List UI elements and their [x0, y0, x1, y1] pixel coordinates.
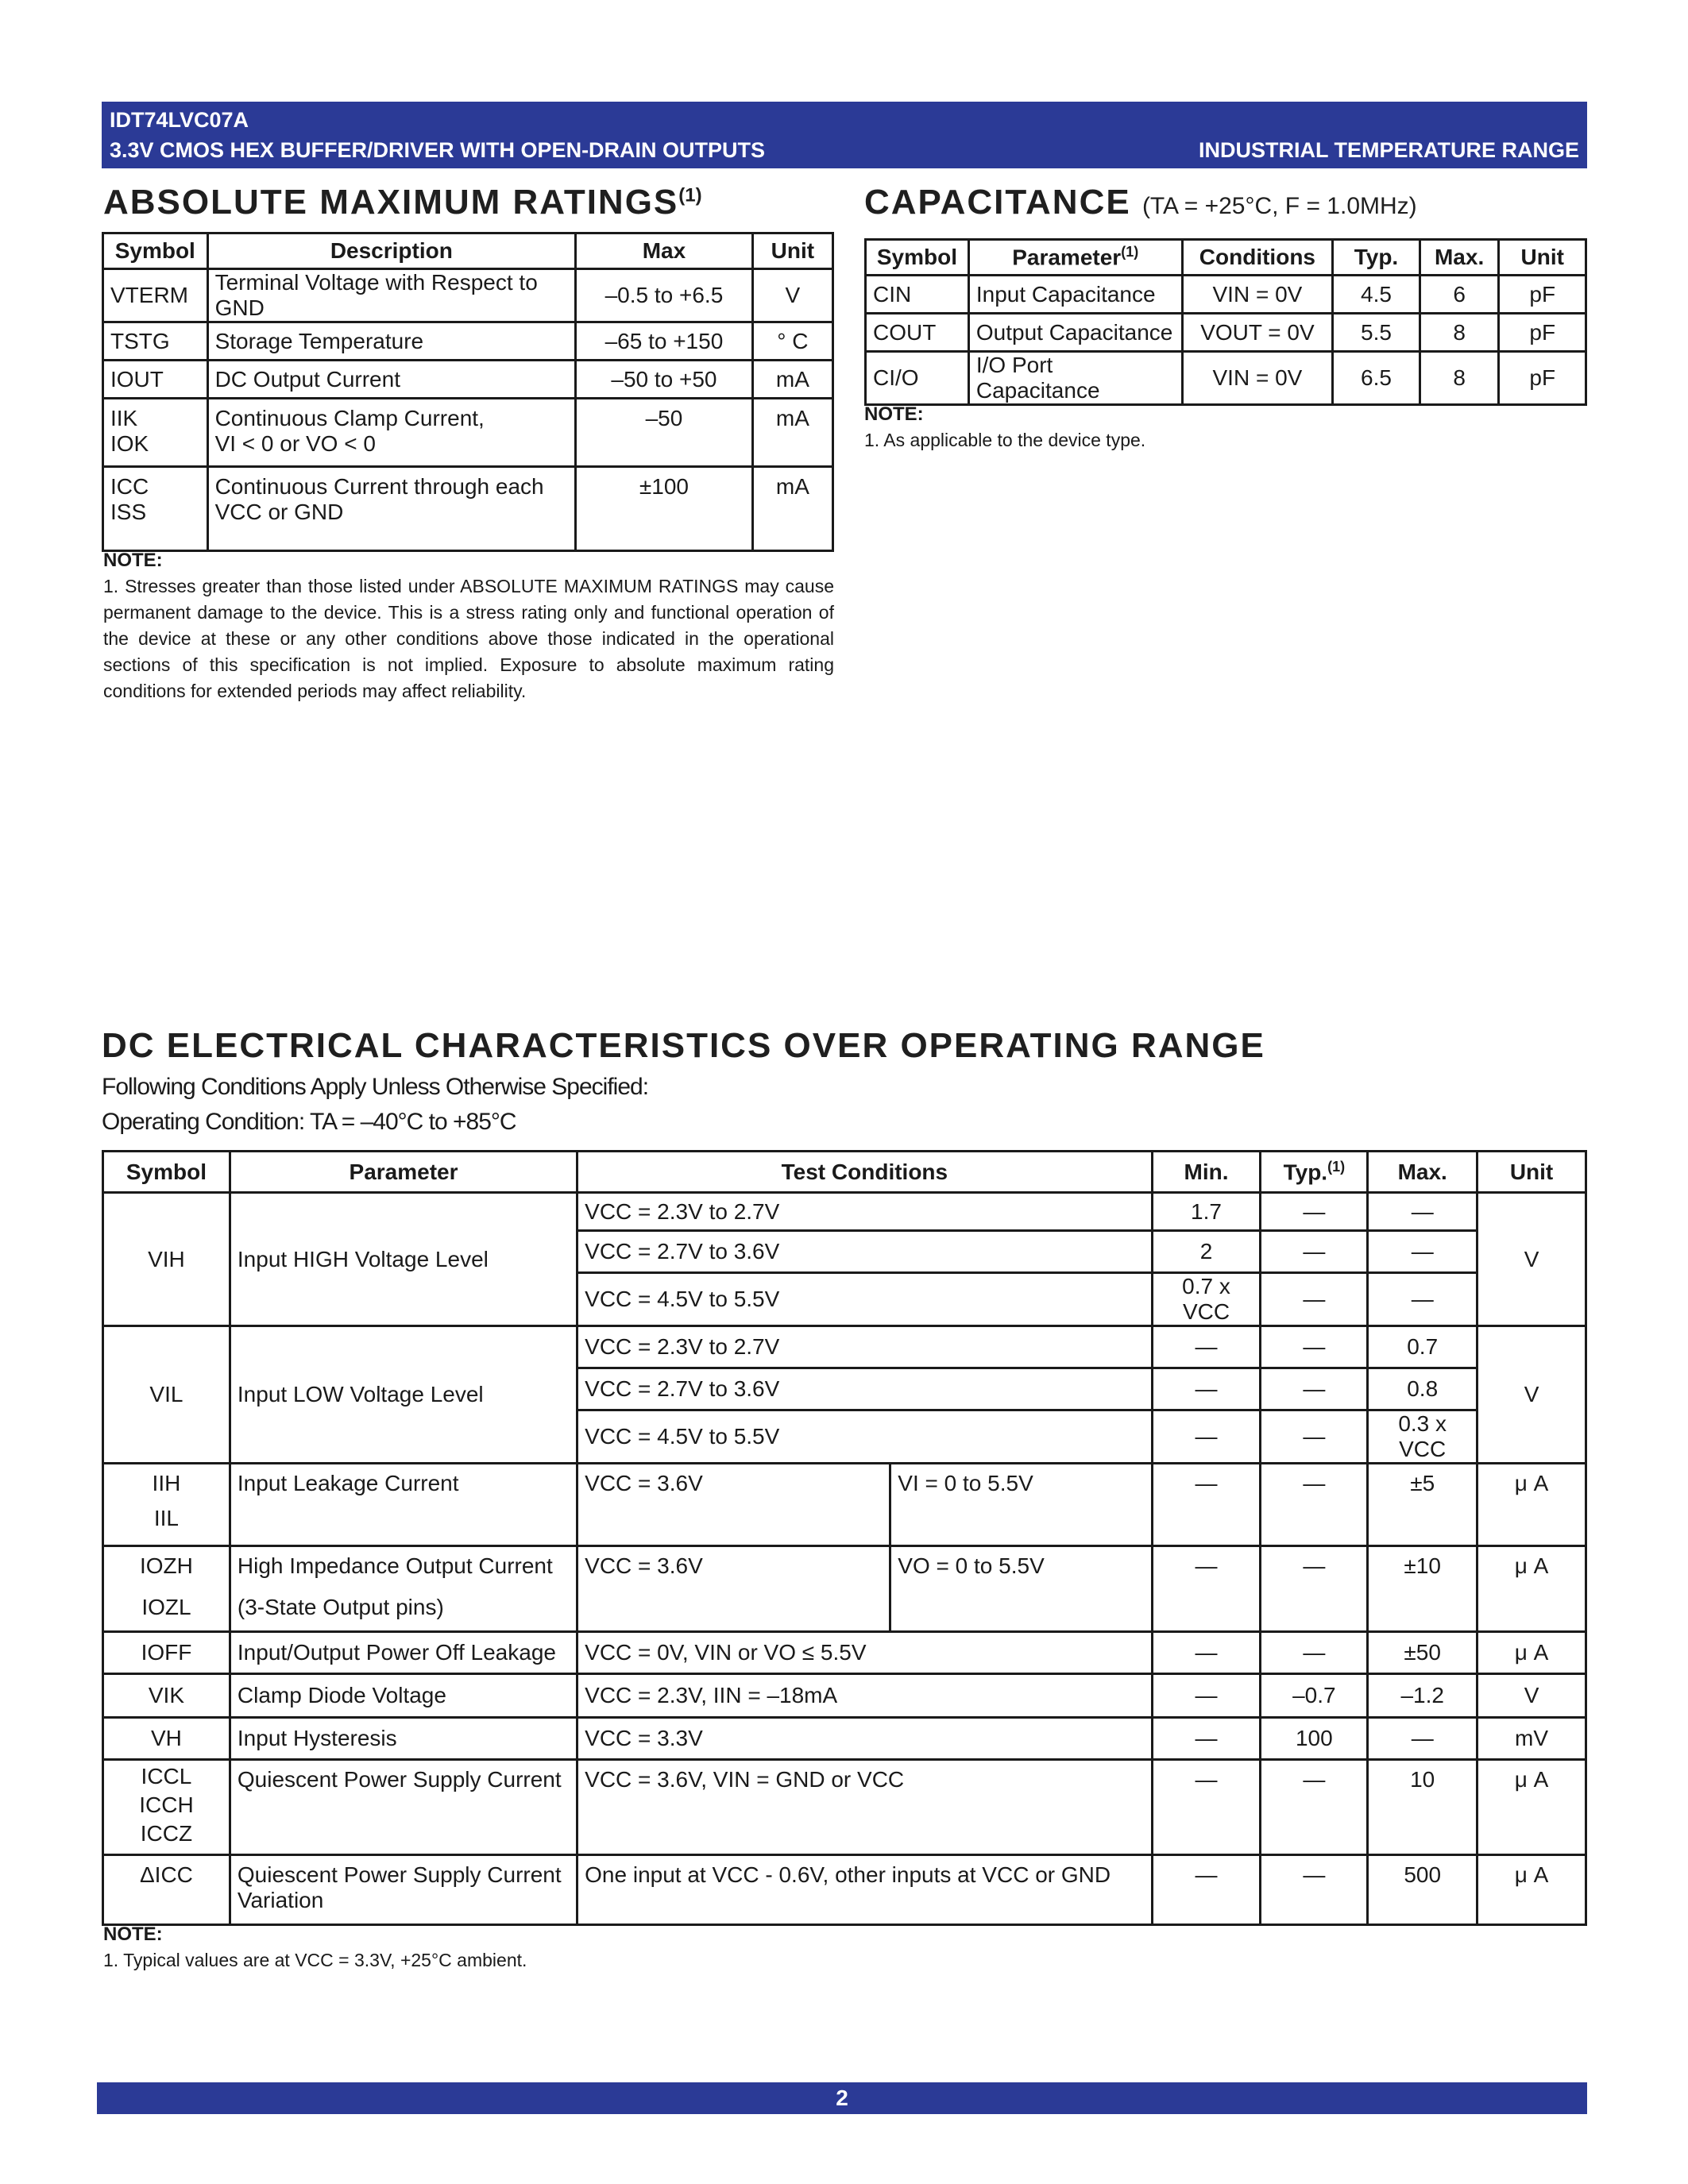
- conditions-cell: VCC = 2.3V, IIN = –18mA: [577, 1674, 1152, 1718]
- max-cell: —: [1368, 1273, 1477, 1326]
- description-cell: Continuous Current through each VCC or GND: [207, 467, 576, 551]
- max-cell: 10: [1368, 1760, 1477, 1855]
- typ-cell: —: [1261, 1855, 1368, 1925]
- unit-cell: mA: [752, 361, 832, 399]
- symbol-cell: IOUT: [103, 361, 208, 399]
- parameter-cell: Output Capacitance: [968, 314, 1182, 352]
- symbol-cell: IIK IOK: [103, 399, 208, 467]
- max-cell: 8: [1420, 314, 1499, 352]
- col-header: Description: [207, 233, 576, 269]
- table-row: [103, 1546, 1586, 1632]
- parameter-cell: Input HIGH Voltage Level: [230, 1193, 577, 1326]
- unit-cell: pF: [1499, 276, 1586, 314]
- symbol-cell: IIH IIL: [103, 1464, 230, 1546]
- max-cell: —: [1368, 1231, 1477, 1273]
- col-header: Parameter$^{(1)}$: [968, 240, 1182, 276]
- typ-cell: —: [1261, 1464, 1368, 1546]
- max-cell: –50 to +50: [576, 361, 753, 399]
- typ-cell: 6.5: [1333, 352, 1420, 405]
- table-row: [103, 1760, 1586, 1855]
- max-cell: –50: [576, 399, 753, 467]
- table-row: [866, 314, 1586, 352]
- parameter-cell: High Impedance Output Current (3-State Output pins): [230, 1546, 577, 1632]
- conditions-cell: VCC = 2.7V to 3.6V: [577, 1368, 1152, 1410]
- abs-max-table: [102, 232, 834, 552]
- description-cell: Storage Temperature: [207, 322, 576, 361]
- abs-max-note-title: NOTE:: [103, 550, 163, 571]
- description-cell: Continuous Clamp Current, VI < 0 or VO < 0: [207, 399, 576, 467]
- min-cell: 2: [1152, 1231, 1261, 1273]
- parameter-cell: Input/Output Power Off Leakage: [230, 1632, 577, 1674]
- conditions-cell: VO = 0 to 5.5V: [890, 1546, 1152, 1632]
- symbol-cell: TSTG: [103, 322, 208, 361]
- dc-note-title: NOTE:: [103, 1924, 163, 1945]
- conditions-cell: VIN = 0V: [1182, 352, 1333, 405]
- typ-cell: —: [1261, 1546, 1368, 1632]
- table-row: [103, 399, 833, 467]
- parameter-cell: Input Capacitance: [968, 276, 1182, 314]
- unit-cell: μ A: [1477, 1464, 1586, 1546]
- capacitance-note-title: NOTE:: [864, 403, 924, 425]
- min-cell: —: [1152, 1410, 1261, 1464]
- symbol-cell: ICCL ICCH ICCZ: [103, 1760, 230, 1855]
- symbol-cell: VIL: [103, 1326, 230, 1464]
- min-cell: —: [1152, 1760, 1261, 1855]
- unit-cell: μ A: [1477, 1632, 1586, 1674]
- footer-bar: [97, 2082, 1587, 2114]
- symbol-cell: ΔICC: [103, 1855, 230, 1925]
- symbol-cell: IOFF: [103, 1632, 230, 1674]
- dc-subtitle-conditions: Following Conditions Apply Unless Otherwise Specified:: [102, 1074, 649, 1100]
- description-cell: DC Output Current: [207, 361, 576, 399]
- max-cell: 0.8: [1368, 1368, 1477, 1410]
- description-cell: Terminal Voltage with Respect to GND: [207, 269, 576, 322]
- dc-title: DC ELECTRICAL CHARACTERISTICS OVER OPERATING RANGE: [102, 1026, 1265, 1065]
- symbol-cell: VH: [103, 1718, 230, 1760]
- table-row: [103, 1855, 1586, 1925]
- col-header: Unit: [1499, 240, 1586, 276]
- parameter-cell: Input Hysteresis: [230, 1718, 577, 1760]
- max-cell: —: [1368, 1718, 1477, 1760]
- unit-cell: V: [1477, 1674, 1586, 1718]
- document-subtitle: 3.3V CMOS HEX BUFFER/DRIVER WITH OPEN-DRAIN OUTPUTS: [110, 138, 766, 162]
- col-header: Parameter: [230, 1152, 577, 1193]
- unit-cell: ° C: [752, 322, 832, 361]
- typ-cell: —: [1261, 1368, 1368, 1410]
- parameter-cell: Clamp Diode Voltage: [230, 1674, 577, 1718]
- table-row: [866, 276, 1586, 314]
- capacitance-conditions: (TA = +25°C, F = 1.0MHz): [1141, 193, 1417, 219]
- conditions-cell: VCC = 2.3V to 2.7V: [577, 1193, 1152, 1231]
- typ-cell: —: [1261, 1632, 1368, 1674]
- abs-max-note: 1. Stresses greater than those listed under ABSOLUTE MAXIMUM RATINGS may cause permanent damage to the device. This is a stress rating only and functional operation of the device at these or any other conditions above those indicated in the operational sections of this specification is not implied. Exposure to absolute maximum rating conditions for extended periods may affect reliability.: [103, 576, 834, 701]
- table-row: [103, 1718, 1586, 1760]
- conditions-cell: VCC = 2.7V to 3.6V: [577, 1231, 1152, 1273]
- max-cell: ±50: [1368, 1632, 1477, 1674]
- conditions-cell: VCC = 2.3V to 2.7V: [577, 1326, 1152, 1368]
- unit-cell: mA: [752, 399, 832, 467]
- unit-cell: V: [752, 269, 832, 322]
- max-cell: –65 to +150: [576, 322, 753, 361]
- conditions-cell: VCC = 3.6V: [577, 1546, 890, 1632]
- parameter-cell: Input LOW Voltage Level: [230, 1326, 577, 1464]
- col-header: Max.: [1420, 240, 1499, 276]
- col-header: Typ.: [1333, 240, 1420, 276]
- temperature-range: INDUSTRIAL TEMPERATURE RANGE: [1198, 138, 1579, 162]
- min-cell: —: [1152, 1464, 1261, 1546]
- table-row: [103, 467, 833, 551]
- typ-cell: —: [1261, 1760, 1368, 1855]
- table-row: [103, 269, 833, 322]
- conditions-cell: VCC = 3.6V: [577, 1464, 890, 1546]
- table-row: [103, 1193, 1586, 1231]
- parameter-cell: I/O Port Capacitance: [968, 352, 1182, 405]
- typ-cell: 5.5: [1333, 314, 1420, 352]
- min-cell: —: [1152, 1632, 1261, 1674]
- min-cell: —: [1152, 1855, 1261, 1925]
- typ-cell: —: [1261, 1326, 1368, 1368]
- max-cell: –0.5 to +6.5: [576, 269, 753, 322]
- symbol-cell: VIH: [103, 1193, 230, 1326]
- table-row: [866, 352, 1586, 405]
- symbol-cell: ICC ISS: [103, 467, 208, 551]
- capacitance-note: 1. As applicable to the device type.: [864, 430, 1146, 450]
- table-row: [103, 1632, 1586, 1674]
- symbol-cell: CI/O: [866, 352, 969, 405]
- unit-cell: pF: [1499, 352, 1586, 405]
- table-row: [103, 322, 833, 361]
- abs-max-title: ABSOLUTE MAXIMUM RATINGS$^{(1)}$: [103, 183, 702, 222]
- unit-cell: μ A: [1477, 1760, 1586, 1855]
- max-cell: 0.7: [1368, 1326, 1477, 1368]
- conditions-cell: VCC = 3.3V: [577, 1718, 1152, 1760]
- min-cell: 1.7: [1152, 1193, 1261, 1231]
- symbol-cell: CIN: [866, 276, 969, 314]
- table-row: [103, 1674, 1586, 1718]
- table-row: [103, 1326, 1586, 1368]
- col-header: Max: [576, 233, 753, 269]
- unit-cell: mA: [752, 467, 832, 551]
- col-header: Unit: [752, 233, 832, 269]
- max-cell: ±5: [1368, 1464, 1477, 1546]
- min-cell: —: [1152, 1326, 1261, 1368]
- symbol-cell: VTERM: [103, 269, 208, 322]
- capacitance-table: [864, 238, 1587, 406]
- col-header: Max.: [1368, 1152, 1477, 1193]
- parameter-cell: Quiescent Power Supply Current Variation: [230, 1855, 577, 1925]
- unit-cell: μ A: [1477, 1546, 1586, 1632]
- unit-cell: V: [1477, 1326, 1586, 1464]
- conditions-cell: VCC = 3.6V, VIN = GND or VCC: [577, 1760, 1152, 1855]
- col-header: Test Conditions: [577, 1152, 1152, 1193]
- conditions-cell: VIN = 0V: [1182, 276, 1333, 314]
- conditions-cell: VCC = 0V, VIN or VO ≤ 5.5V: [577, 1632, 1152, 1674]
- dc-operating-condition: Operating Condition: TA = –40°C to +85°C: [102, 1109, 516, 1135]
- dc-table: [102, 1150, 1587, 1926]
- min-cell: —: [1152, 1546, 1261, 1632]
- max-cell: —: [1368, 1193, 1477, 1231]
- typ-cell: –0.7: [1261, 1674, 1368, 1718]
- min-cell: —: [1152, 1674, 1261, 1718]
- max-cell: 500: [1368, 1855, 1477, 1925]
- typ-cell: 100: [1261, 1718, 1368, 1760]
- max-cell: ±100: [576, 467, 753, 551]
- dc-note: 1. Typical values are at VCC = 3.3V, +25°C ambient.: [103, 1950, 527, 1970]
- symbol-cell: VIK: [103, 1674, 230, 1718]
- col-header: Unit: [1477, 1152, 1586, 1193]
- col-header: Symbol: [103, 1152, 230, 1193]
- typ-cell: 4.5: [1333, 276, 1420, 314]
- unit-cell: mV: [1477, 1718, 1586, 1760]
- symbol-cell: IOZH IOZL: [103, 1546, 230, 1632]
- typ-cell: —: [1261, 1273, 1368, 1326]
- max-cell: 8: [1420, 352, 1499, 405]
- page-number: 2: [836, 2086, 848, 2110]
- header-bar: [102, 102, 1587, 168]
- parameter-cell: Input Leakage Current: [230, 1464, 577, 1546]
- conditions-cell: VCC = 4.5V to 5.5V: [577, 1273, 1152, 1326]
- abs-max-title-note: (1): [678, 184, 702, 206]
- min-cell: 0.7 x VCC: [1152, 1273, 1261, 1326]
- typ-cell: —: [1261, 1410, 1368, 1464]
- max-cell: ±10: [1368, 1546, 1477, 1632]
- max-cell: 0.3 x VCC: [1368, 1410, 1477, 1464]
- min-cell: —: [1152, 1368, 1261, 1410]
- min-cell: —: [1152, 1718, 1261, 1760]
- typ-cell: —: [1261, 1231, 1368, 1273]
- typ-cell: —: [1261, 1193, 1368, 1231]
- symbol-cell: COUT: [866, 314, 969, 352]
- conditions-cell: VCC = 4.5V to 5.5V: [577, 1410, 1152, 1464]
- unit-cell: V: [1477, 1193, 1586, 1326]
- max-cell: 6: [1420, 276, 1499, 314]
- col-header: Symbol: [866, 240, 969, 276]
- part-number: IDT74LVC07A: [110, 108, 249, 132]
- conditions-cell: VOUT = 0V: [1182, 314, 1333, 352]
- col-header: Typ.$^{(1)}$: [1261, 1152, 1368, 1193]
- col-header: Conditions: [1182, 240, 1333, 276]
- table-row: [103, 1464, 1586, 1546]
- col-header: Min.: [1152, 1152, 1261, 1193]
- parameter-cell: Quiescent Power Supply Current: [230, 1760, 577, 1855]
- capacitance-title: CAPACITANCE (TA = +25°C, F = 1.0MHz): [864, 183, 1417, 222]
- unit-cell: μ A: [1477, 1855, 1586, 1925]
- conditions-cell: One input at VCC - 0.6V, other inputs at VCC or GND: [577, 1855, 1152, 1925]
- conditions-cell: VI = 0 to 5.5V: [890, 1464, 1152, 1546]
- max-cell: –1.2: [1368, 1674, 1477, 1718]
- table-row: [103, 361, 833, 399]
- unit-cell: pF: [1499, 314, 1586, 352]
- col-header: Symbol: [103, 233, 208, 269]
